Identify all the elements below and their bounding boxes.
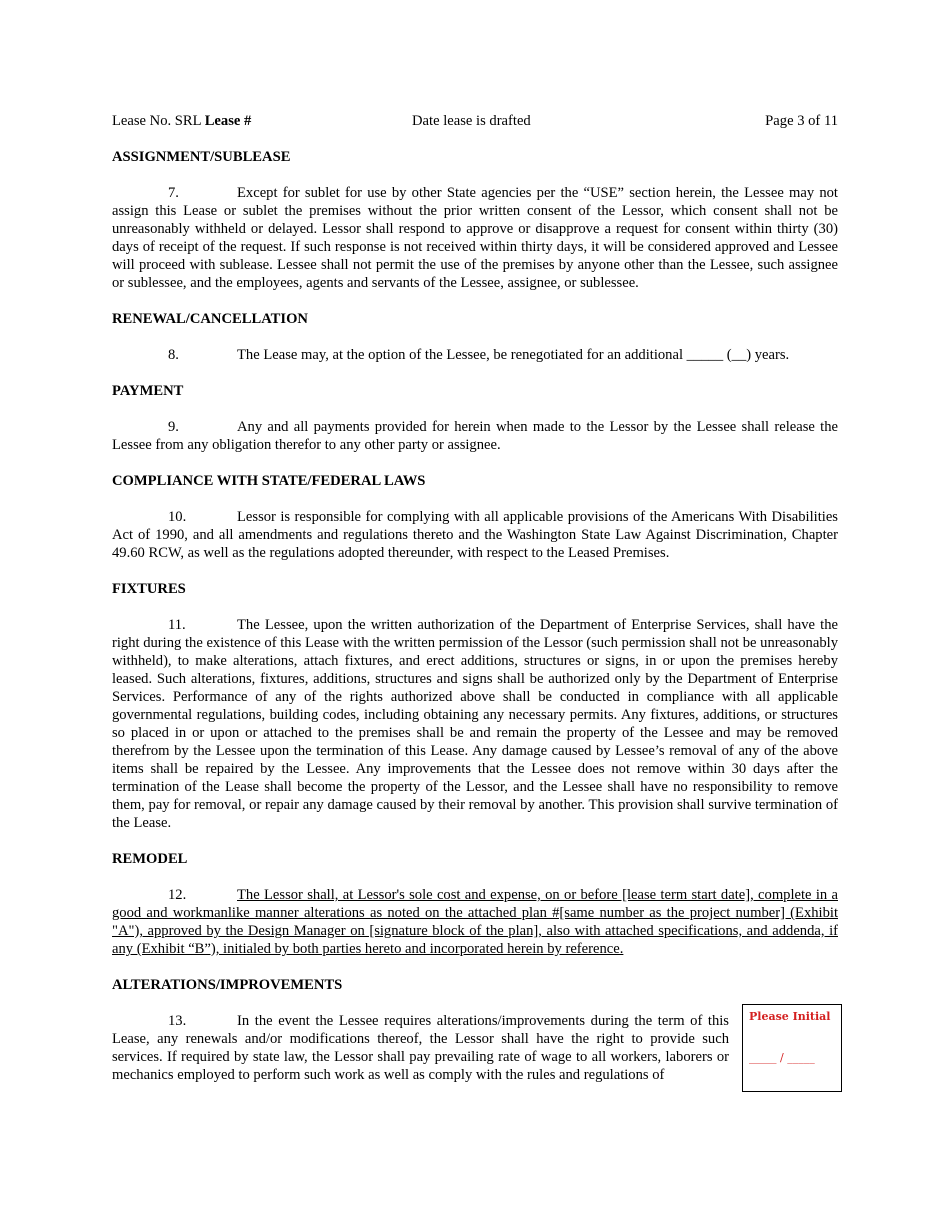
section-heading: COMPLIANCE WITH STATE/FEDERAL LAWS (112, 473, 426, 489)
initial-box-title: Please Initial (749, 1010, 831, 1023)
clause-number: 11. (168, 617, 186, 633)
clause-9 (112, 418, 838, 454)
clause-8 (112, 346, 838, 364)
clause-text: Except for sublet for use by other State agencies per the “USE” section herein, the Lessee may not assign this Lease or sublet the premises without the prior written consent of the Lessor, which consent shall not be unreasonably withheld or delayed. Lessor shall respond to approve or disapprove a request for consent within thirty (30) days of receipt of the request. If such response is not received within thirty days, it will be considered approved and Lessee will proceed with sublease. Lessee shall not permit the use of the premises by anyone other than the Lessee, such assignee or sublessee, and the employees, agents and servants of the Lessee, assignee, or sublessee. (112, 185, 838, 291)
clause-number: 9. (168, 419, 179, 435)
clause-12 (112, 886, 838, 958)
document-body (112, 112, 838, 1102)
section-heading: ALTERATIONS/IMPROVEMENTS (112, 977, 343, 993)
clause-text: The Lessee, upon the written authorization of the Department of Enterprise Services, shall have the right during the existence of this Lease with the written permission of the Lessor (such permission shall not be unreasonably withheld), to make alterations, attach fixtures, and erect additions, structures or signs, in or upon the premises hereby leased. Such alterations, fixtures, additions, structures and signs shall be authorized only by the Department of Enterprise Services. Performance of any of the rights authorized above shall be conducted in compliance with all applicable governmental regulations, building codes, including obtaining any necessary permits. Any fixtures, additions, or structures so placed in or upon or attached to the premises shall be and remain the property of the Lessee and may be removed therefrom by the Lessee upon the termination of this Lease. Any damage caused by Lessee’s removal of any of the above items shall be repaired by the Lessee. Any improvements that the Lessee does not remove within 30 days after the termination of the Lease shall become the property of the Lessor, and the Lessee shall have no responsibility to remove them, pay for removal, or repair any damage caused by their removal by another. This provision shall survive termination of the Lease. (112, 617, 838, 831)
initial-line[interactable]: _____ / _____ (749, 1051, 815, 1064)
clause-7 (112, 184, 838, 292)
section-heading: REMODEL (112, 851, 188, 867)
section-heading: ASSIGNMENT/SUBLEASE (112, 149, 291, 165)
clause-text: The Lessor shall, at Lessor's sole cost and expense, on or before [lease term start date], complete in a good and workmanlike manner alterations as noted on the attached plan #[same number as the project number] (Exhibit "A"), approved by the Design Manager on [signature block of the plan], also with attached specifications, and addenda, if any (Exhibit “B”), initialed by both parties hereto and incorporated herein by reference. (112, 887, 838, 957)
section-heading: RENEWAL/CANCELLATION (112, 311, 308, 327)
clause-number: 13. (168, 1013, 187, 1029)
clause-number: 12. (168, 887, 187, 903)
clause-number: 10. (168, 509, 187, 525)
clause-text: Any and all payments provided for herein when made to the Lessor by the Lessee shall release the Lessee from any obligation therefor to any other party or assignee. (112, 419, 838, 453)
clause-text: The Lease may, at the option of the Lessee, be renegotiated for an additional _____ (__) years. (237, 347, 790, 363)
clause-text: In the event the Lessee requires alterations/improvements during the term of this Lease, any renewals and/or modifications thereof, the Lessor shall have the right to provide such services. If required by state law, the Lessor shall pay prevailing rate of wage to all workers, laborers or mechanics employed to perform such work as well as comply with the rules and regulations of (112, 1013, 729, 1083)
clause-13 (112, 1012, 729, 1084)
section-heading: FIXTURES (112, 581, 186, 597)
draft-date: Date lease is drafted (412, 113, 531, 129)
initial-box[interactable] (742, 1004, 842, 1092)
section-heading: PAYMENT (112, 383, 184, 399)
page-header (112, 112, 838, 130)
clause-10 (112, 508, 838, 562)
page-number: Page 3 of 11 (765, 113, 838, 129)
clause-number: 8. (168, 347, 179, 363)
clause-text: Lessor is responsible for complying with all applicable provisions of the Americans With Disabilities Act of 1990, and all amendments and regulations thereto and the Washington State Law Against Discrimination, Chapter 49.60 RCW, as well as the regulations adopted thereunder, with respect to the Leased Premises. (112, 509, 838, 561)
clause-11 (112, 616, 838, 832)
lease-number: Lease No. SRL Lease # (112, 113, 252, 129)
clause-number: 7. (168, 185, 179, 201)
